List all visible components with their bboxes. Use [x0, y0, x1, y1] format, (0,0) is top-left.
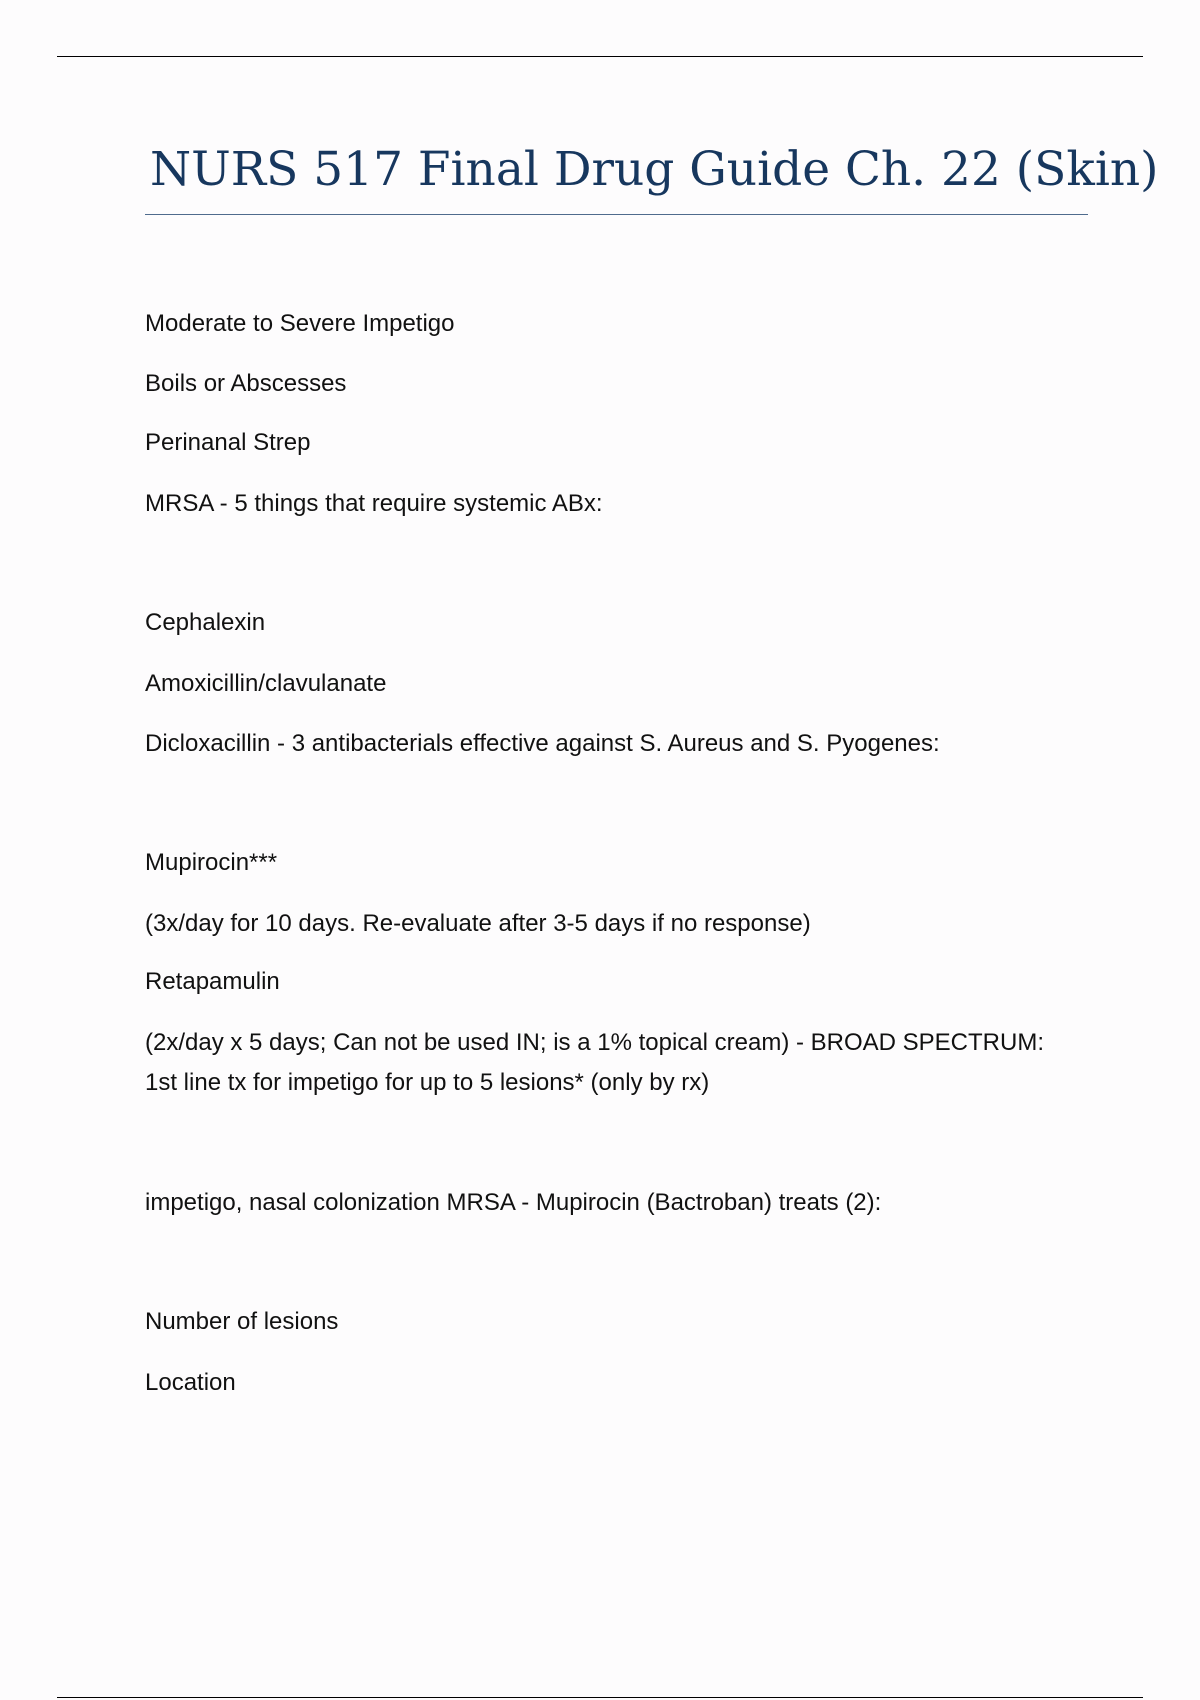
- title-underline: [145, 214, 1088, 215]
- body-line-1: Moderate to Severe Impetigo: [145, 310, 455, 337]
- body-line-12: 1st line tx for impetigo for up to 5 lesions* (only by rx): [145, 1069, 710, 1096]
- body-line-9: (3x/day for 10 days. Re-evaluate after 3-5 days if no response): [145, 910, 811, 937]
- body-line-3: Perinanal Strep: [145, 429, 311, 456]
- body-line-15: Location: [145, 1369, 236, 1396]
- body-line-14: Number of lesions: [145, 1308, 339, 1335]
- body-line-7: Dicloxacillin - 3 antibacterials effective against S. Aureus and S. Pyogenes:: [145, 730, 940, 757]
- body-line-4: MRSA - 5 things that require systemic ABx:: [145, 490, 603, 517]
- bottom-border-rule: [57, 1697, 1143, 1698]
- body-line-13: impetigo, nasal colonization MRSA - Mupirocin (Bactroban) treats (2):: [145, 1189, 882, 1216]
- body-line-6: Amoxicillin/clavulanate: [145, 670, 387, 697]
- body-line-8: Mupirocin***: [145, 849, 278, 876]
- body-line-10: Retapamulin: [145, 968, 280, 995]
- top-border-rule: [57, 56, 1143, 57]
- document-title: NURS 517 Final Drug Guide Ch. 22 (Skin): [150, 142, 1159, 197]
- body-line-11: (2x/day x 5 days; Can not be used IN; is a 1% topical cream) - BROAD SPECTRUM:: [145, 1029, 1044, 1056]
- body-line-2: Boils or Abscesses: [145, 370, 347, 397]
- body-line-5: Cephalexin: [145, 609, 266, 636]
